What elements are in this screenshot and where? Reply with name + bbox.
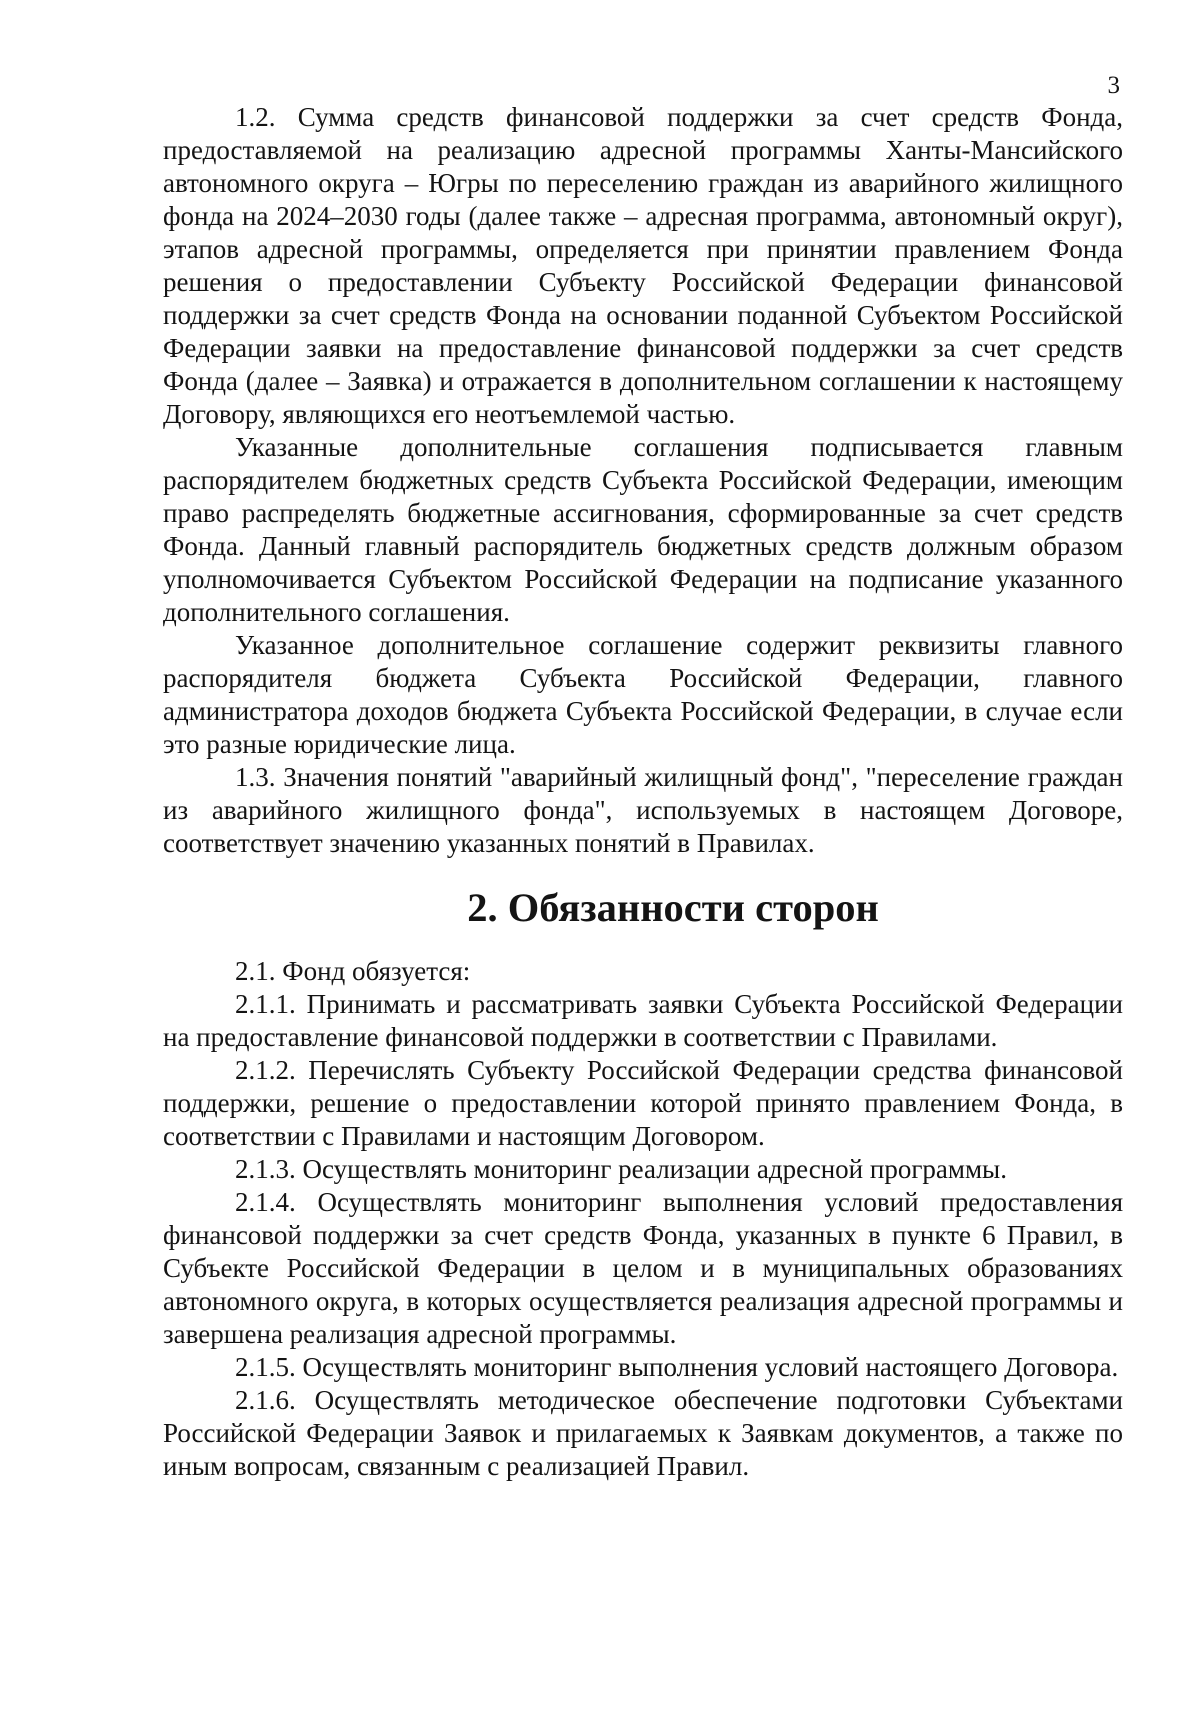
paragraph-1-3: 1.3. Значения понятий "аварийный жилищный фонд", "переселение граждан из аварийного жилищного фонда", используемых в настоящем Договоре, соответствует значению указанных понятий в Правилах. — [163, 762, 1123, 858]
clause-2-1-5: 2.1.5. Осуществлять мониторинг выполнения условий настоящего Договора. — [235, 1352, 1119, 1382]
page-number: 3 — [1107, 72, 1120, 99]
clause-2-1-1: 2.1.1. Принимать и рассматривать заявки Субъекта Российской Федерации на предоставление финансовой поддержки в соответствии с Правилами. — [163, 989, 1123, 1052]
paragraph-1-2: 1.2. Сумма средств финансовой поддержки за счет средств Фонда, предоставляемой на реализацию адресной программы Ханты-Мансийского автономного округа – Югры по переселению граждан из аварийного жилищного фонда на 2024–2030 годы (далее также – адресная программа, автономный округ), этапов адресной программы, определяется при принятии правлением Фонда решения о предоставлении Субъекту Российской Федерации финансовой поддержки за счет средств Фонда на основании поданной Субъектом Российской Федерации заявки на предоставление финансовой поддержки за счет средств Фонда (далее – Заявка) и отражается в дополнительном соглашении к настоящему Договору, являющихся его неотъемлемой частью. — [163, 102, 1123, 429]
paragraph-additional-agreement-requisites: Указанное дополнительное соглашение содержит реквизиты главного распорядителя бюджета Субъекта Российской Федерации, главного администратора доходов бюджета Субъекта Российской Федерации, в случае если это разные юридические лица. — [163, 630, 1123, 759]
clause-2-1-4: 2.1.4. Осуществлять мониторинг выполнения условий предоставления финансовой поддержки за счет средств Фонда, указанных в пункте 6 Правил, в Субъекте Российской Федерации в целом и в муниципальных образованиях автономного округа, в которых осуществляется реализация адресной программы и завершена реализация адресной программы. — [163, 1187, 1123, 1349]
section-heading: 2. Обязанности сторон — [467, 885, 879, 930]
clause-2-1-6: 2.1.6. Осуществлять методическое обеспечение подготовки Субъектами Российской Федерации Заявок и прилагаемых к Заявкам документов, а также по иным вопросам, связанным с реализацией Правил. — [163, 1385, 1123, 1481]
clause-2-1-3: 2.1.3. Осуществлять мониторинг реализации адресной программы. — [235, 1154, 1007, 1184]
document-body — [163, 101, 1123, 1483]
clause-2-1-2: 2.1.2. Перечислять Субъекту Российской Федерации средства финансовой поддержки, решение о предоставлении которой принято правлением Фонда, в соответствии с Правилами и настоящим Договором. — [163, 1055, 1123, 1151]
paragraph-additional-agreements-signing: Указанные дополнительные соглашения подписывается главным распорядителем бюджетных средств Субъекта Российской Федерации, имеющим право распределять бюджетные ассигнования, сформированные за счет средств Фонда. Данный главный распорядитель бюджетных средств должным образом уполномочивается Субъектом Российской Федерации на подписание указанного дополнительного соглашения. — [163, 432, 1123, 627]
clause-2-1-lead: 2.1. Фонд обязуется: — [235, 956, 471, 986]
